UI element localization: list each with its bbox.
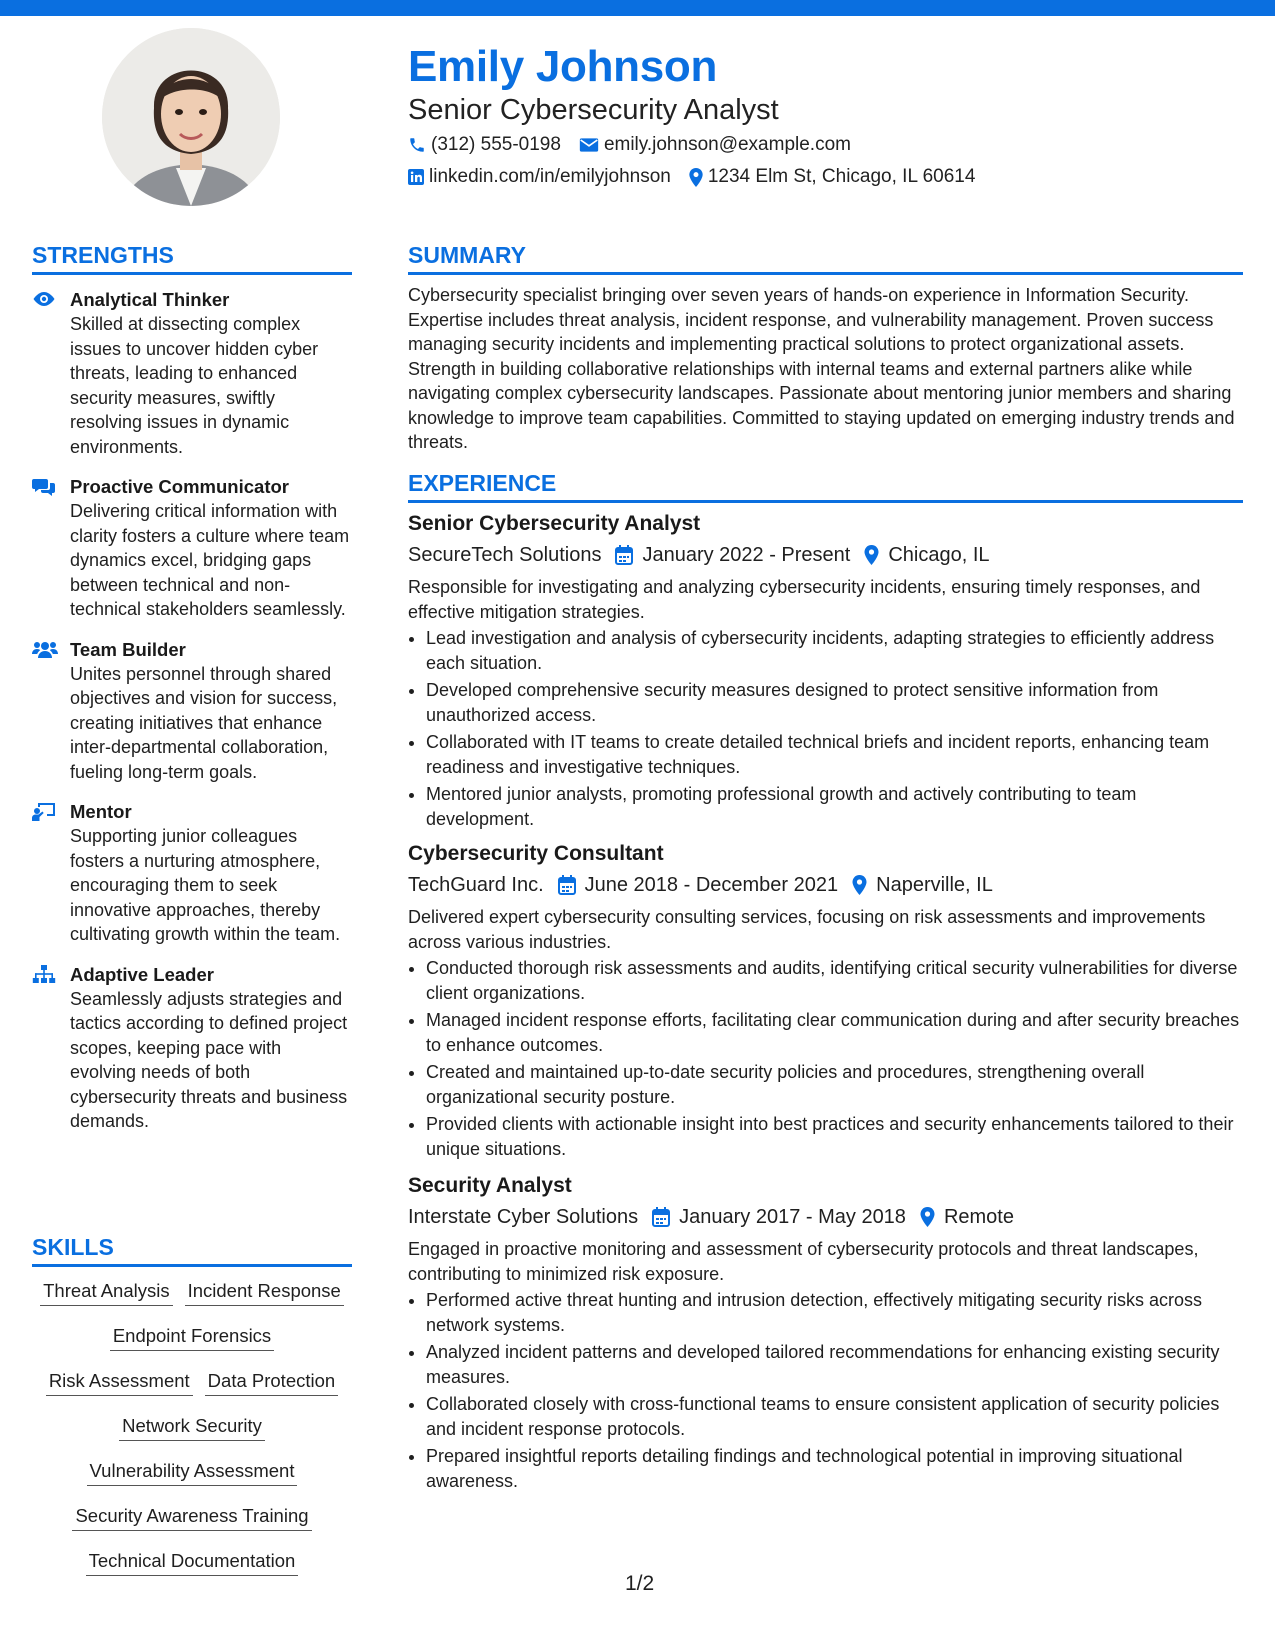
profile-photo (102, 28, 280, 206)
job-bullet: • Lead investigation and analysis of cybersecurity incidents, adapting strategies to efficiently address each situation. (426, 626, 1243, 675)
job-title: Senior Cybersecurity Analyst (408, 512, 701, 535)
job-bullet: • Performed active threat hunting and intrusion detection, effectively mitigating security risks across network systems. (426, 1288, 1243, 1337)
strength-description: Seamlessly adjusts strategies and tactics according to defined project scopes, keeping pace with evolving needs of both cybersecurity threats and business demands. (70, 988, 348, 1131)
contact-row-1 (408, 134, 869, 156)
strength-title: Team Builder (70, 638, 186, 660)
job-location: Remote (943, 1206, 1014, 1228)
job-location: Naperville, IL (876, 874, 993, 896)
job-dates: January 2022 - Present (642, 544, 851, 566)
strength-description: Skilled at dissecting complex issues to uncover hidden cyber threats, leading to enhanced security measures, swiftly resolving issues in dynamic environments. (70, 314, 319, 457)
strength-title: Mentor (70, 801, 132, 822)
job-title: Security Analyst (408, 1174, 572, 1197)
map-marker-icon (689, 168, 703, 187)
job-entry (408, 510, 1243, 834)
skill-tag: Threat Analysis (40, 1280, 172, 1306)
summary-text: Cybersecurity specialist bringing over seven years of hands-on experience in Information Security. Expertise includes threat analysis, incident response, and vulnerability management. Proven success managing security incidents and implementing practical solutions to protect organizational assets. Strength in building collaborative relationships with internal teams and external partners alike while navigating complex cybersecurity landscapes. Passionate about mentoring junior members and sharing knowledge to improve team capabilities. Committed to staying updated on emerging industry trends and threats. (408, 285, 1235, 452)
comments-icon (32, 477, 56, 497)
job-bullet: • Collaborated closely with cross-functional teams to ensure consistent application of security policies and incident response protocols. (426, 1392, 1243, 1441)
strength-title: Proactive Communicator (70, 476, 289, 497)
job-bullets (408, 956, 1243, 1161)
job-bullet: • Mentored junior analysts, promoting professional growth and actively contributing to team development. (426, 782, 1243, 831)
strengths-heading: STRENGTHS (32, 242, 174, 268)
skill-tag: Endpoint Forensics (110, 1325, 274, 1351)
job-company: TechGuard Inc. (408, 874, 544, 896)
skills-rule (32, 1264, 352, 1267)
strength-item (32, 475, 352, 622)
page-number: 1/2 (625, 1572, 655, 1595)
job-meta (408, 1203, 1243, 1231)
linkedin-contact[interactable] (408, 166, 671, 188)
experience-heading: EXPERIENCE (408, 470, 557, 496)
job-bullet: • Analyzed incident patterns and developed tailored recommendations for enhancing existing security measures. (426, 1340, 1243, 1389)
job-bullet: • Provided clients with actionable insight into best practices and security enhancements tailored to their unique situations. (426, 1112, 1243, 1161)
candidate-title: Senior Cybersecurity Analyst (408, 94, 779, 126)
address-contact (689, 166, 976, 188)
chalkboard-teacher-icon (32, 802, 56, 822)
job-summary: Responsible for investigating and analyzing cybersecurity incidents, ensuring timely responses, and effective mitigation strategies. (408, 577, 1201, 622)
summary-heading: SUMMARY (408, 242, 526, 268)
job-company: Interstate Cyber Solutions (408, 1206, 639, 1228)
strength-description: Unites personnel through shared objectives and vision for success, creating initiatives that enhance inter-departmental collaboration, fueling long-term goals. (70, 663, 338, 782)
users-icon (32, 640, 58, 658)
strength-description: Delivering critical information with clarity fosters a culture where team dynamics excel, bridging gaps between technical and non-technical stakeholders seamlessly. (70, 501, 350, 619)
job-bullet: • Conducted thorough risk assessments and audits, identifying critical security vulnerabilities for diverse client organizations. (426, 956, 1243, 1005)
experience-rule (408, 500, 1243, 503)
envelope-icon (579, 137, 599, 153)
linkedin-text: linkedin.com/in/emilyjohnson (429, 166, 671, 187)
job-bullet: • Managed incident response efforts, facilitating clear communication during and after security breaches to enhance outcomes. (426, 1008, 1243, 1057)
phone-icon (408, 136, 426, 154)
skill-tag: Incident Response (185, 1280, 344, 1306)
job-bullets (408, 626, 1243, 831)
skills-heading: SKILLS (32, 1234, 114, 1260)
map-marker-icon (920, 1207, 935, 1227)
skills-list (32, 1280, 352, 1595)
skill-tag: Risk Assessment (46, 1370, 193, 1396)
job-bullet: • Developed comprehensive security measures designed to protect sensitive information from unauthorized access. (426, 678, 1243, 727)
strength-item (32, 638, 352, 785)
job-meta (408, 541, 1243, 569)
map-marker-icon (852, 875, 867, 895)
email-contact[interactable] (579, 134, 851, 156)
strength-title: Adaptive Leader (70, 963, 214, 985)
map-marker-icon (864, 545, 879, 565)
strength-item (32, 963, 352, 1134)
calendar-icon (615, 545, 633, 565)
job-company: SecureTech Solutions (408, 544, 602, 566)
job-summary: Delivered expert cybersecurity consulting services, focusing on risk assessments and improvements across various industries. (408, 907, 1206, 952)
skill-tag: Vulnerability Assessment (87, 1460, 298, 1486)
phone-contact[interactable] (408, 134, 561, 156)
skill-tag: Security Awareness Training (72, 1505, 311, 1531)
phone-text: (312) 555-0198 (431, 134, 561, 155)
strengths-list (32, 288, 352, 1150)
address-text: 1234 Elm St, Chicago, IL 60614 (707, 166, 976, 187)
job-bullet: • Collaborated with IT teams to create detailed technical briefs and incident reports, enhancing team readiness and investigative techniques. (426, 730, 1243, 779)
contact-row-2 (408, 166, 993, 188)
strength-item (32, 800, 352, 947)
job-bullets (408, 1288, 1243, 1493)
job-dates: January 2017 - May 2018 (679, 1206, 906, 1228)
strength-description: Supporting junior colleagues fosters a nurturing atmosphere, encouraging them to seek innovative approaches, thereby cultivating growth within the team. (70, 826, 341, 944)
top-accent-bar (0, 0, 1275, 16)
skill-tag: Network Security (119, 1415, 265, 1441)
candidate-name: Emily Johnson (408, 42, 718, 91)
calendar-icon (652, 1207, 670, 1227)
linkedin-icon (408, 169, 424, 185)
strength-title: Analytical Thinker (70, 289, 230, 310)
strengths-rule (32, 272, 352, 275)
skill-tag: Data Protection (205, 1370, 339, 1396)
summary-rule (408, 272, 1243, 275)
job-bullet: • Prepared insightful reports detailing findings and technological potential in improving situational awareness. (426, 1444, 1243, 1493)
job-meta (408, 871, 1243, 899)
calendar-icon (558, 875, 576, 895)
job-location: Chicago, IL (888, 544, 990, 566)
job-bullet: • Created and maintained up-to-date security policies and procedures, strengthening overall organizational security posture. (426, 1060, 1243, 1109)
job-dates: June 2018 - December 2021 (584, 874, 839, 896)
strength-item (32, 288, 352, 459)
job-title: Cybersecurity Consultant (408, 842, 664, 865)
job-entry (408, 840, 1243, 1164)
skill-tag: Technical Documentation (86, 1550, 299, 1576)
job-summary: Engaged in proactive monitoring and assessment of cybersecurity protocols and threat landscapes, contributing to minimized risk exposure. (408, 1239, 1199, 1284)
email-text: emily.johnson@example.com (603, 134, 851, 155)
job-entry (408, 1172, 1243, 1496)
eye-icon (32, 290, 56, 308)
sitemap-icon (32, 965, 56, 985)
